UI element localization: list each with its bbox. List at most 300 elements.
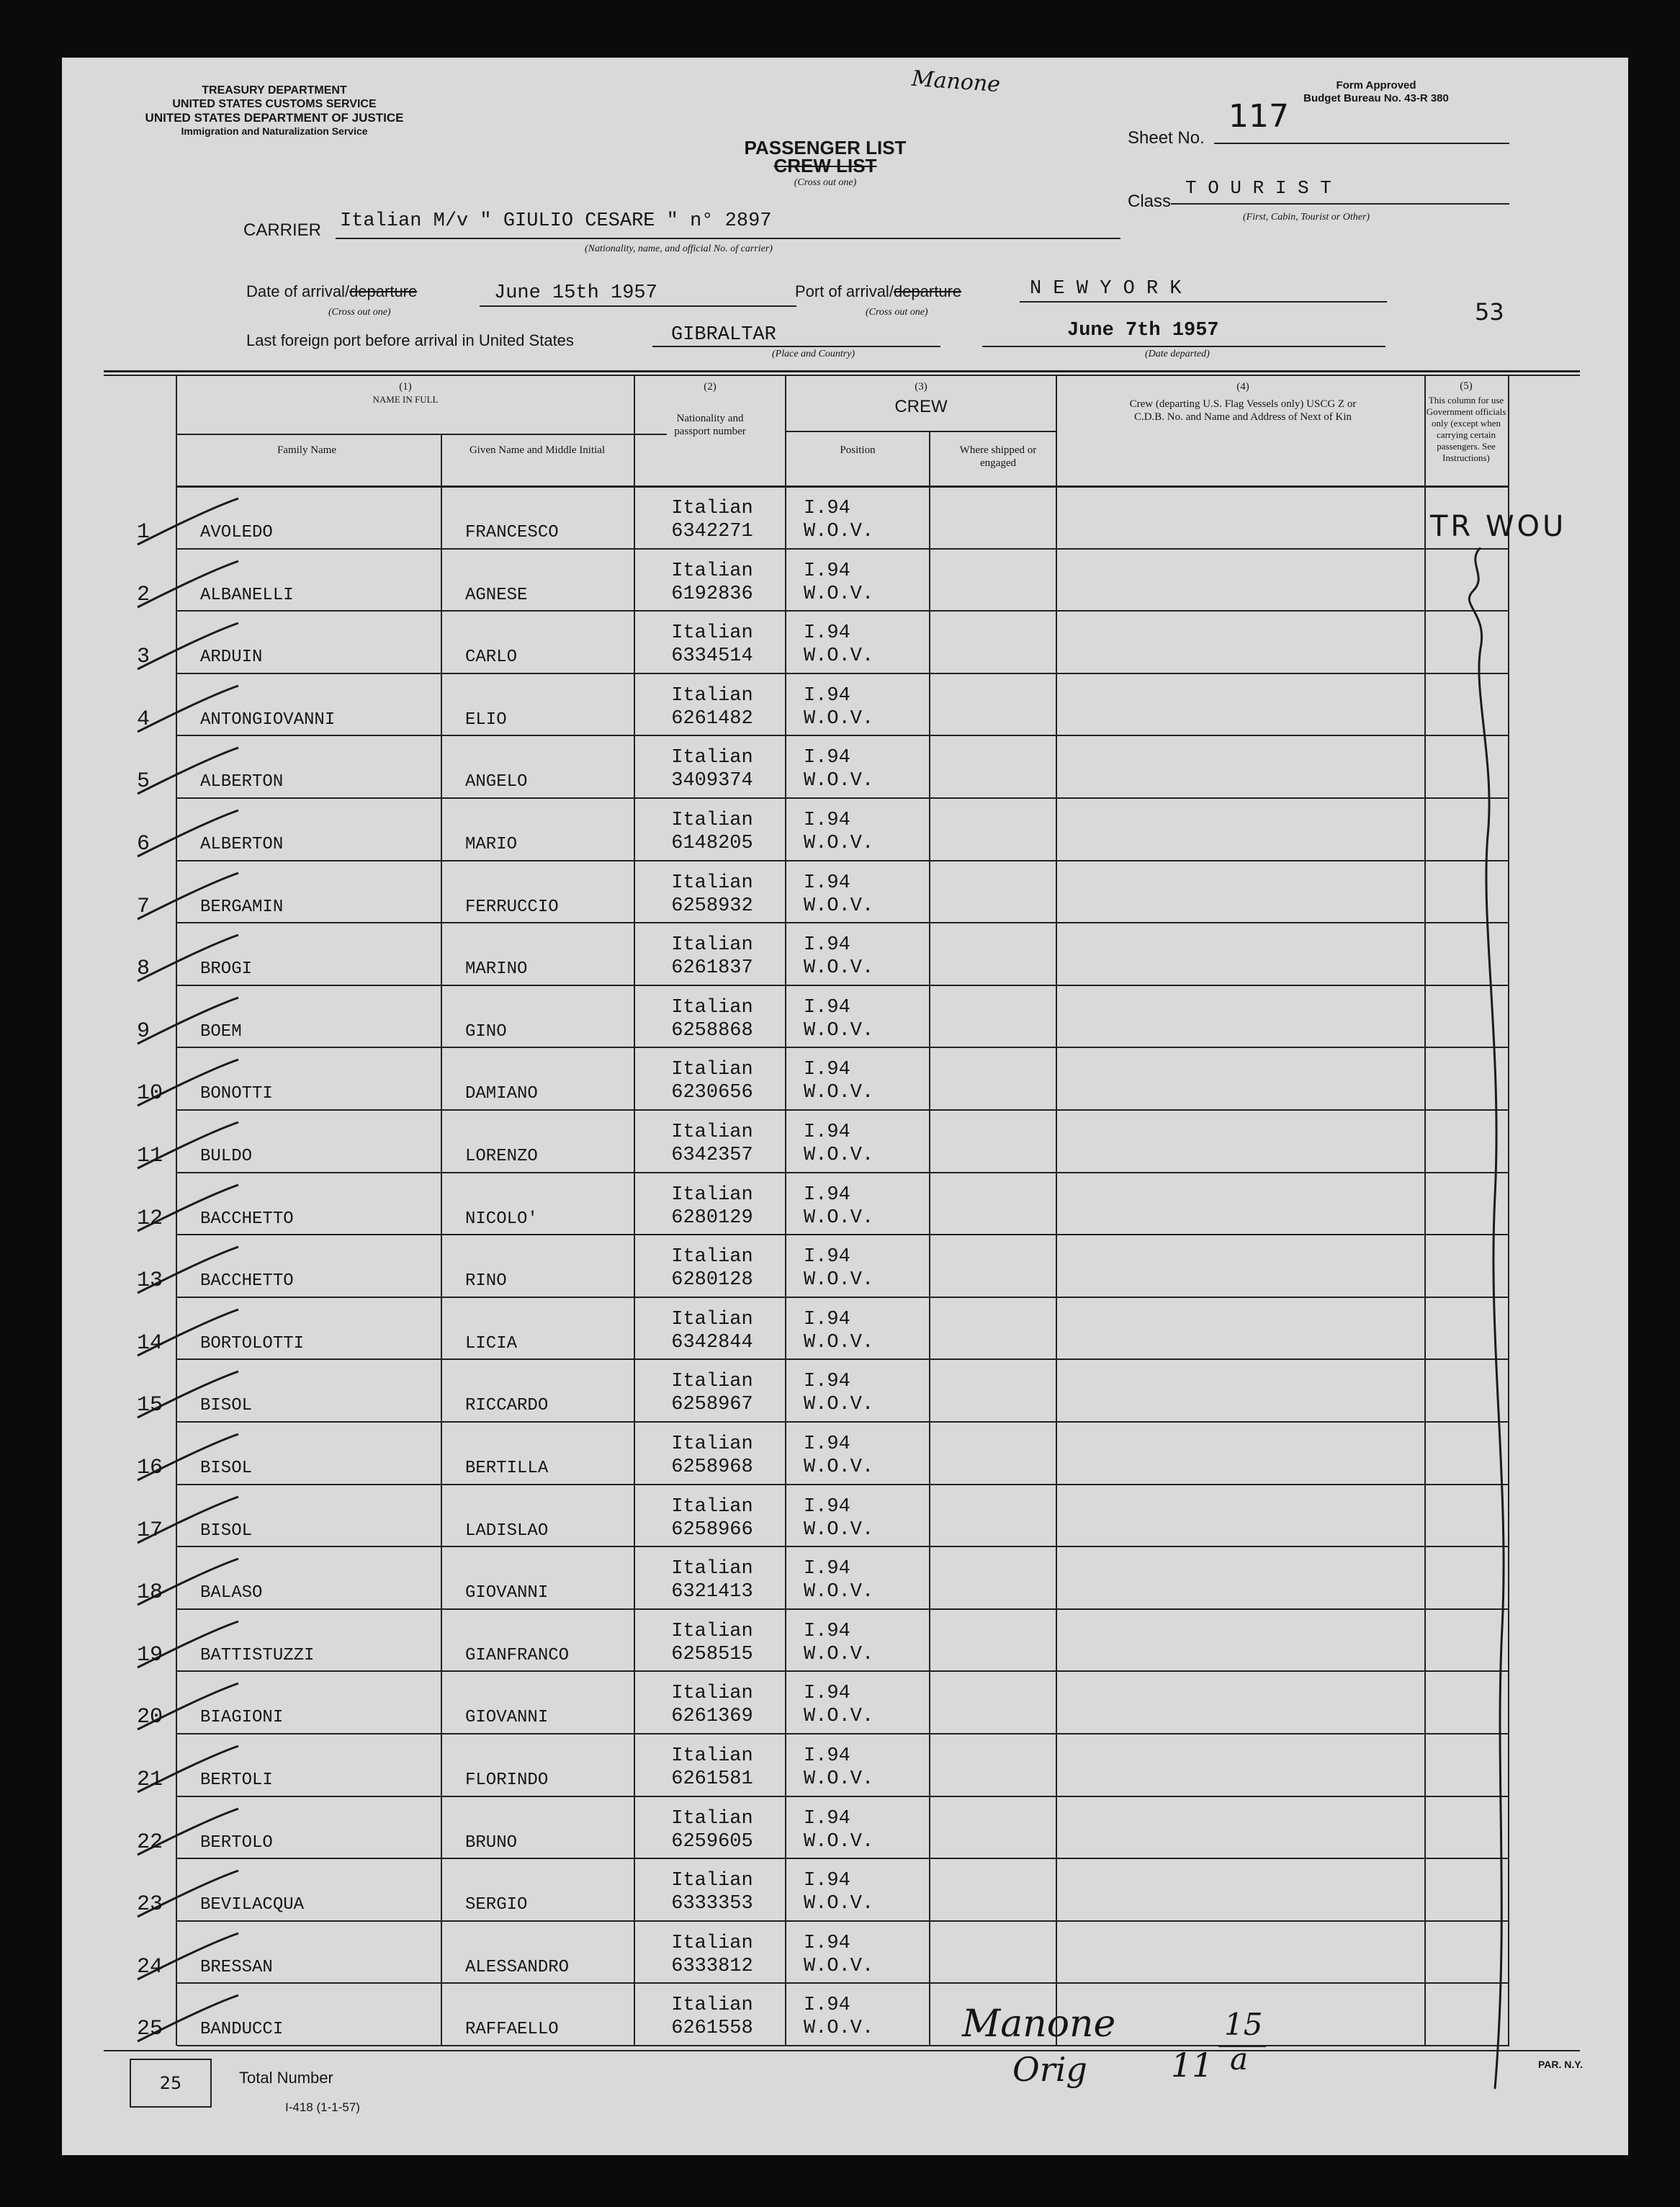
col2-header [638,380,782,438]
port-value: N E W Y O R K [1030,278,1182,300]
position-line-1: I.94 [804,1495,850,1518]
position-line-2: W.O.V. [804,1768,874,1790]
page-number: 53 [1475,298,1504,326]
row-number: 3 [137,645,151,670]
crew-position [804,1433,873,1479]
table-row [62,1298,1628,1360]
col3-header [786,380,1056,416]
row-number: 10 [137,1081,163,1106]
nationality: Italian [671,996,753,1019]
date-departed-value: June 7th 1957 [1067,320,1219,341]
family-name-header: Family Name [277,444,337,456]
given-name: ELIO [465,709,507,730]
given-name-header: Given Name and Middle Initial [469,444,606,456]
nationality-passport [651,1370,773,1416]
family-name: ALBERTON [200,772,284,792]
given-name: ANGELO [465,772,528,792]
nationality: Italian [671,1433,753,1455]
total-number-label: Total Number [239,2069,333,2087]
given-name: LADISLAO [465,1521,549,1541]
family-name: BATTISTUZZI [200,1645,315,1665]
table-top-border [104,370,1580,372]
nationality: Italian [671,1308,753,1330]
table-row [62,1423,1628,1485]
position-line-1: I.94 [804,1558,850,1580]
col4-label: Crew (departing U.S. Flag Vessels only) USCG Z or C.D.B. No. and Name and Address of Next of Kin [1129,398,1357,423]
form-approval [1265,79,1488,105]
name-subheader-line [177,434,667,435]
last-port-label: Last foreign port before arrival in United States [246,331,574,349]
position-line-1: I.94 [804,1683,850,1705]
passenger-list-title: PASSENGER LIST [744,137,907,158]
family-name: BALASO [200,1583,263,1603]
nationality: Italian [671,1870,753,1892]
nationality: Italian [671,1620,753,1642]
carrier-line [336,238,1120,239]
passport-number: 6258932 [671,895,753,917]
total-number-box [130,2059,212,2108]
position-line-1: I.94 [804,1122,850,1143]
position-line-2: W.O.V. [804,1331,874,1353]
table-row [62,799,1628,861]
handwritten-letter-a: a [1230,2041,1249,2077]
position-line-2: W.O.V. [804,1145,874,1166]
nationality-passport [651,1183,773,1230]
handwritten-signature-1: Manone [962,2002,1116,2046]
given-name: ALESSANDRO [465,1957,570,1977]
row-separator [177,2045,1509,2046]
nationality: Italian [671,1495,753,1518]
date-departure-struck: departure [349,282,418,300]
position-line-1: I.94 [804,996,850,1019]
position-line-1: I.94 [804,622,850,645]
position-line-2: W.O.V. [804,957,874,980]
crew-position [804,1121,873,1167]
table-row [62,1048,1628,1110]
sheet-no-line [1214,143,1509,144]
given-name: NICOLO' [465,1209,538,1229]
given-name: LICIA [465,1333,518,1353]
table-row [62,1672,1628,1734]
row-number: 13 [137,1268,163,1294]
row-number: 9 [137,1019,151,1044]
class-label: Class [1128,192,1172,211]
position-line-2: W.O.V. [804,1955,874,1977]
col1-label: NAME IN FULL [372,394,439,405]
crew-position [804,809,873,855]
table-row [62,487,1628,549]
position-line-2: W.O.V. [804,1456,874,1478]
position-line-1: I.94 [804,810,850,831]
manifest-sheet [62,58,1628,2155]
nationality: Italian [671,747,753,769]
nationality: Italian [671,1683,753,1705]
passport-number: 6333353 [671,1893,753,1915]
table-row [62,986,1628,1048]
row-number: 11 [137,1144,163,1168]
row-number: 18 [137,1580,163,1606]
date-line [480,305,796,307]
nationality: Italian [671,684,753,707]
passport-number: 6342271 [671,521,753,542]
row-number: 5 [137,769,151,794]
row-number: 6 [137,832,151,856]
nationality: Italian [671,1807,753,1830]
col1-header [177,380,634,406]
given-name: FRANCESCO [465,523,559,542]
date-hint: (Cross out one) [328,307,391,318]
table-row [62,1485,1628,1547]
crew-position [804,1807,873,1853]
crew-list-struck: CREW LIST [773,155,877,176]
given-name: AGNESE [465,585,528,605]
family-name: ARDUIN [200,648,263,668]
row-number: 16 [137,1456,163,1480]
nationality: Italian [671,1745,753,1767]
passport-number: 6230656 [671,1082,753,1104]
row-number: 7 [137,894,151,919]
row-number: 12 [137,1206,163,1231]
col3-label: CREW [894,397,948,416]
col5-header [1426,380,1506,464]
nationality: Italian [671,872,753,894]
nationality: Italian [671,622,753,645]
crew-position [804,996,873,1042]
nationality: Italian [671,934,753,957]
given-name: SERGIO [465,1895,528,1915]
family-name: BOEM [200,1021,242,1042]
carrier-hint: (Nationality, name, and official No. of carrier) [585,243,773,254]
date-arrival-label [246,282,417,301]
family-name: BULDO [200,1147,253,1166]
row-number: 8 [137,957,151,982]
table-row [62,923,1628,985]
passport-number: 6280129 [671,1207,753,1229]
nationality: Italian [671,1371,753,1393]
passport-number: 6261369 [671,1706,753,1728]
port-hint: (Cross out one) [866,307,928,318]
position-line-2: W.O.V. [804,521,874,542]
crew-position [804,1620,873,1666]
family-name: BISOL [200,1521,253,1541]
passport-number: 3409374 [671,770,753,792]
nationality: Italian [671,1183,753,1206]
crew-position [804,1682,873,1728]
crew-position [804,1932,873,1978]
family-name: BERGAMIN [200,897,284,917]
col5-annotation: TR WOU [1430,510,1567,543]
given-name: GIOVANNI [465,1708,549,1728]
crew-position [804,1557,873,1603]
position-line-2: W.O.V. [804,1019,874,1042]
crew-position [804,497,873,543]
nationality: Italian [671,1059,753,1081]
agency-line-4: Immigration and Naturalization Service [181,125,368,137]
position-header: Position [840,444,876,456]
col5-number: (5) [1460,380,1473,392]
row-number: 2 [137,582,151,607]
nationality-passport [651,1807,773,1853]
nationality: Italian [671,1122,753,1143]
row-number: 20 [137,1705,163,1730]
given-name: GIOVANNI [465,1583,549,1603]
given-name: MARINO [465,959,528,980]
position-line-1: I.94 [804,1745,850,1767]
given-name: FLORINDO [465,1770,549,1790]
nationality-passport [651,684,773,730]
table-row [62,861,1628,923]
given-name: CARLO [465,648,518,668]
nationality-passport [651,1745,773,1791]
passport-number: 6192836 [671,583,753,605]
position-line-1: I.94 [804,747,850,769]
row-number: 25 [137,2017,163,2042]
nationality-passport [651,1308,773,1354]
position-line-2: W.O.V. [804,1082,874,1104]
crew-position [804,684,873,730]
position-line-1: I.94 [804,934,850,957]
carrier-value: Italian M/v " GIULIO CESARE " n° 2897 [340,210,772,232]
position-line-1: I.94 [804,684,850,707]
passport-number: 6148205 [671,833,753,854]
position-line-1: I.94 [804,1183,850,1206]
passport-number: 6280128 [671,1269,753,1291]
col3-number: (3) [915,381,927,393]
given-name: GIANFRANCO [465,1645,570,1665]
position-line-2: W.O.V. [804,1893,874,1915]
position-line-2: W.O.V. [804,1394,874,1416]
table-row [62,1734,1628,1796]
position-line-1: I.94 [804,1433,850,1455]
row-number: 24 [137,1954,163,1979]
row-number: 23 [137,1892,163,1917]
nationality-passport [651,622,773,668]
date-departed-hint: (Date departed) [1145,349,1210,359]
col5-wavy-ditto-line [1459,547,1538,2096]
crew-position [804,1370,873,1416]
table-bottom-border [104,2050,1580,2051]
family-name: BRESSAN [200,1957,273,1977]
handwritten-top-annotation: Manone [910,66,1002,98]
passport-number: 6342357 [671,1145,753,1166]
family-name: BACCHETTO [200,1271,294,1291]
nationality-passport [651,872,773,918]
family-name: BONOTTI [200,1084,273,1104]
crew-position [804,872,873,918]
passport-number: 6261482 [671,707,753,730]
family-name: BEVILACQUA [200,1895,305,1915]
passport-number: 6258868 [671,1019,753,1042]
date-departed-line [982,346,1385,347]
agency-line-2: UNITED STATES CUSTOMS SERVICE [172,98,377,110]
family-name: BISOL [200,1396,253,1416]
nationality: Italian [671,560,753,582]
table-row [62,736,1628,798]
table-row [62,1859,1628,1921]
nationality: Italian [671,1558,753,1580]
sheet-no-label: Sheet No. [1128,128,1205,148]
family-name: BANDUCCI [200,2020,284,2040]
nationality: Italian [671,1995,753,2017]
nationality: Italian [671,810,753,831]
printer-mark: PAR. N.Y. [1538,2059,1583,2070]
family-name: BISOL [200,1459,253,1478]
nationality: Italian [671,1932,753,1954]
passenger-rows [62,487,1628,2047]
nationality-passport [651,1932,773,1978]
table-row [62,612,1628,673]
row-number: 21 [137,1768,163,1792]
nationality-passport [651,809,773,855]
position-line-1: I.94 [804,1807,850,1830]
form-approved-label: Form Approved [1336,79,1416,91]
passport-number: 6258515 [671,1643,753,1665]
position-line-2: W.O.V. [804,2018,874,2040]
passport-number: 6334514 [671,645,753,668]
table-top-border-2 [104,375,1580,376]
col5-label: This column for use Government officials only (except when carrying certain passengers. See Instructions) [1426,395,1506,463]
family-name: ALBANELLI [200,585,294,605]
row-number: 19 [137,1642,163,1667]
family-name: BERTOLO [200,1832,273,1853]
position-line-1: I.94 [804,1371,850,1393]
position-line-2: W.O.V. [804,1269,874,1291]
nationality-passport [651,1121,773,1167]
passport-number: 6258968 [671,1456,753,1478]
nationality: Italian [671,498,753,519]
nationality-passport [651,996,773,1042]
row-number: 4 [137,707,151,732]
given-name: MARIO [465,835,518,854]
nationality-passport [651,746,773,792]
given-name: DAMIANO [465,1084,538,1104]
position-line-2: W.O.V. [804,1706,874,1728]
passport-number: 6258966 [671,1518,753,1541]
family-name: BERTOLI [200,1770,273,1790]
position-line-1: I.94 [804,498,850,519]
class-hint: (First, Cabin, Tourist or Other) [1243,212,1370,223]
nationality-passport [651,1994,773,2040]
port-arrival-label [795,282,961,301]
crew-position [804,934,873,980]
family-name: ANTONGIOVANNI [200,709,336,730]
position-line-2: W.O.V. [804,1643,874,1665]
table-row [62,1610,1628,1672]
nationality-passport [651,1620,773,1666]
table-row [62,1235,1628,1297]
position-line-2: W.O.V. [804,1518,874,1541]
table-row [62,674,1628,736]
where-shipped-header: Where shipped or engaged [959,444,1037,469]
position-line-1: I.94 [804,1995,850,2017]
nationality-passport [651,1433,773,1479]
port-departure-struck: departure [893,282,962,300]
passport-number: 6342844 [671,1331,753,1353]
position-line-1: I.94 [804,1246,850,1268]
passport-number: 6321413 [671,1581,753,1603]
row-number: 15 [137,1393,163,1418]
carrier-label: CARRIER [243,220,322,240]
crew-position [804,622,873,668]
crew-position [804,1058,873,1104]
port-arrival-text: Port of arrival/ [795,282,894,300]
given-name: RICCARDO [465,1396,549,1416]
row-number: 1 [137,520,151,545]
col4-header [1070,380,1416,424]
position-line-2: W.O.V. [804,583,874,605]
col1-number: (1) [399,381,412,393]
table-row [62,1797,1628,1859]
family-name: AVOLEDO [200,523,273,542]
row-number: 17 [137,1518,163,1543]
crew-position [804,1245,873,1291]
position-line-2: W.O.V. [804,707,874,730]
table-row [62,1111,1628,1173]
cross-out-hint: (Cross out one) [794,177,857,188]
last-port-value: GIBRALTAR [671,324,776,346]
crew-position [804,1869,873,1915]
class-line [1171,203,1509,205]
crew-position [804,746,873,792]
position-line-1: I.94 [804,1870,850,1892]
nationality-passport [651,560,773,606]
given-name: GINO [465,1021,507,1042]
family-name: BROGI [200,959,253,980]
crew-position [804,1495,873,1541]
given-name: BRUNO [465,1832,518,1853]
agency-line-3: UNITED STATES DEPARTMENT OF JUSTICE [145,111,404,125]
col4-number: (4) [1236,381,1249,393]
total-number-value: 25 [159,2073,182,2093]
position-line-1: I.94 [804,1308,850,1330]
passport-number: 6258967 [671,1394,753,1416]
given-name: RINO [465,1271,507,1291]
table-row [62,1547,1628,1609]
position-line-2: W.O.V. [804,1207,874,1229]
position-line-1: I.94 [804,872,850,894]
passport-number: 6261837 [671,957,753,980]
crew-position [804,560,873,606]
given-name: RAFFAELLO [465,2020,559,2040]
passport-number: 6259605 [671,1830,753,1853]
table-row [62,1922,1628,1984]
agency-block [120,84,429,138]
form-number: I-418 (1-1-57) [285,2100,360,2114]
family-name: ALBERTON [200,835,284,854]
class-value: T O U R I S T [1185,177,1331,199]
nationality-passport [651,1682,773,1728]
position-line-2: W.O.V. [804,645,874,668]
budget-bureau-label: Budget Bureau No. 43-R 380 [1303,92,1449,104]
last-port-hint: (Place and Country) [772,349,855,359]
handwritten-number-11: 11 [1171,2046,1213,2085]
sheet-no-value: 117 [1228,98,1289,135]
nationality-passport [651,1869,773,1915]
col2-number: (2) [704,381,717,393]
date-arrival-text: Date of arrival/ [246,282,350,300]
position-line-1: I.94 [804,1932,850,1954]
table-row [62,1360,1628,1422]
passport-number: 6261581 [671,1768,753,1790]
table-row [62,1173,1628,1235]
date-arrival-value: June 15th 1957 [494,282,657,304]
family-name: BIAGIONI [200,1708,284,1728]
table-row [62,1984,1628,2046]
nationality-passport [651,1557,773,1603]
passport-number: 6261558 [671,2018,753,2040]
crew-position [804,1183,873,1230]
given-name: LORENZO [465,1147,538,1166]
